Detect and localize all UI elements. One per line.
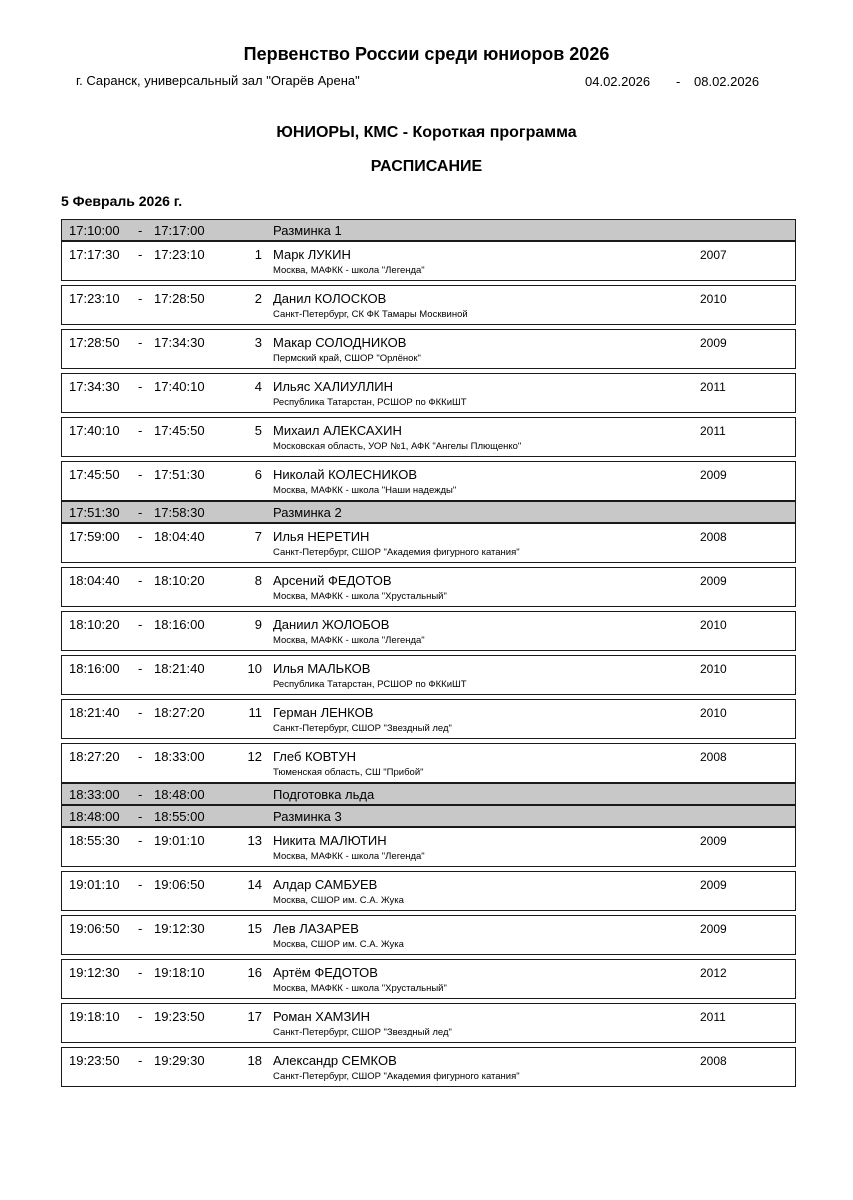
skater-row — [61, 523, 796, 563]
birth-year: 2010 — [700, 618, 727, 632]
date-to: 08.02.2026 — [694, 74, 760, 89]
time-dash: - — [138, 529, 143, 544]
category-title: ЮНИОРЫ, КМС - Короткая программа — [276, 124, 577, 141]
birth-year: 2009 — [700, 878, 727, 892]
time-dash: - — [138, 749, 143, 764]
start-time: 17:45:50 — [69, 467, 120, 482]
time-dash: - — [138, 787, 143, 802]
skater-row — [61, 1047, 796, 1087]
time-dash: - — [138, 335, 143, 350]
skater-club: Санкт-Петербург, СШОР "Звездный лед" — [273, 723, 452, 734]
time-dash: - — [138, 291, 143, 306]
start-time: 17:40:10 — [69, 423, 120, 438]
birth-year: 2012 — [700, 966, 727, 980]
skater-name: Артём ФЕДОТОВ — [273, 965, 378, 980]
start-number: 12 — [247, 749, 262, 764]
start-number: 6 — [254, 467, 262, 482]
skater-row — [61, 461, 796, 501]
start-time: 19:01:10 — [69, 877, 120, 892]
end-time: 18:48:00 — [154, 787, 205, 802]
date-separator: - — [676, 74, 681, 89]
start-number: 3 — [254, 335, 262, 350]
start-number: 15 — [247, 921, 262, 936]
skater-club: Республика Татарстан, РСШОР по ФККиШТ — [273, 397, 467, 408]
time-dash: - — [138, 1009, 143, 1024]
end-time: 18:27:20 — [154, 705, 205, 720]
birth-year: 2009 — [700, 468, 727, 482]
skater-name: Данил КОЛОСКОВ — [273, 291, 387, 306]
start-time: 19:12:30 — [69, 965, 120, 980]
start-number: 8 — [254, 573, 262, 588]
skater-name: Роман ХАМЗИН — [273, 1009, 371, 1024]
skater-row — [61, 611, 796, 651]
end-time: 19:01:10 — [154, 833, 205, 848]
skater-club: Санкт-Петербург, СК ФК Тамары Москвиной — [273, 309, 468, 320]
start-time: 18:21:40 — [69, 705, 120, 720]
skater-name: Марк ЛУКИН — [273, 247, 351, 262]
skater-row — [61, 699, 796, 739]
skater-name: Герман ЛЕНКОВ — [273, 705, 374, 720]
skater-row — [61, 915, 796, 955]
skater-name: Илья НЕРЕТИН — [273, 529, 370, 544]
start-time: 18:33:00 — [69, 787, 120, 802]
time-dash: - — [138, 467, 143, 482]
start-number: 18 — [247, 1053, 262, 1068]
birth-year: 2009 — [700, 336, 727, 350]
skater-name: Арсений ФЕДОТОВ — [273, 573, 392, 588]
birth-year: 2008 — [700, 750, 727, 764]
end-time: 19:12:30 — [154, 921, 205, 936]
start-number: 9 — [254, 617, 262, 632]
time-dash: - — [138, 661, 143, 676]
birth-year: 2011 — [700, 380, 726, 394]
end-time: 17:40:10 — [154, 379, 205, 394]
time-dash: - — [138, 423, 143, 438]
skater-row — [61, 743, 796, 783]
start-number: 10 — [247, 661, 262, 676]
start-number: 5 — [254, 423, 262, 438]
end-time: 19:06:50 — [154, 877, 205, 892]
end-time: 17:28:50 — [154, 291, 205, 306]
birth-year: 2010 — [700, 706, 727, 720]
skater-name: Макар СОЛОДНИКОВ — [273, 335, 407, 350]
start-number: 1 — [254, 247, 262, 262]
skater-club: Санкт-Петербург, СШОР "Звездный лед" — [273, 1027, 452, 1038]
start-number: 13 — [247, 833, 262, 848]
start-time: 17:59:00 — [69, 529, 120, 544]
time-dash: - — [138, 809, 143, 824]
skater-club: Москва, МАФКК - школа "Хрустальный" — [273, 591, 447, 602]
birth-year: 2008 — [700, 530, 727, 544]
birth-year: 2010 — [700, 662, 727, 676]
start-time: 18:04:40 — [69, 573, 120, 588]
time-dash: - — [138, 877, 143, 892]
skater-club: Москва, МАФКК - школа "Наши надежды" — [273, 485, 457, 496]
page-title: Первенство России среди юниоров 2026 — [243, 44, 610, 64]
skater-club: Москва, МАФКК - школа "Легенда" — [273, 635, 425, 646]
skater-row — [61, 241, 796, 281]
skater-row — [61, 1003, 796, 1043]
time-dash: - — [138, 379, 143, 394]
warmup-row — [61, 783, 796, 805]
time-dash: - — [138, 617, 143, 632]
time-dash: - — [138, 705, 143, 720]
birth-year: 2008 — [700, 1054, 727, 1068]
start-time: 19:18:10 — [69, 1009, 120, 1024]
birth-year: 2009 — [700, 834, 727, 848]
birth-year: 2011 — [700, 424, 726, 438]
start-number: 2 — [254, 291, 262, 306]
start-time: 17:51:30 — [69, 505, 120, 520]
skater-row — [61, 373, 796, 413]
end-time: 18:33:00 — [154, 749, 205, 764]
birth-year: 2010 — [700, 292, 727, 306]
end-time: 19:29:30 — [154, 1053, 205, 1068]
time-dash: - — [138, 833, 143, 848]
skater-name: Михаил АЛЕКСАХИН — [273, 423, 402, 438]
start-time: 19:06:50 — [69, 921, 120, 936]
end-time: 18:21:40 — [154, 661, 205, 676]
skater-row — [61, 567, 796, 607]
day-heading: 5 Февраль 2026 г. — [61, 193, 183, 209]
schedule-heading: РАСПИСАНИЕ — [370, 158, 483, 175]
skater-name: Николай КОЛЕСНИКОВ — [273, 467, 418, 482]
time-dash: - — [138, 247, 143, 262]
start-time: 18:10:20 — [69, 617, 120, 632]
venue: г. Саранск, универсальный зал "Огарёв Арена" — [76, 73, 360, 88]
time-dash: - — [138, 965, 143, 980]
end-time: 17:51:30 — [154, 467, 205, 482]
skater-club: Санкт-Петербург, СШОР "Академия фигурного катания" — [273, 547, 520, 558]
end-time: 17:17:00 — [154, 223, 205, 238]
start-time: 17:34:30 — [69, 379, 120, 394]
start-number: 4 — [254, 379, 262, 394]
skater-row — [61, 871, 796, 911]
start-time: 18:55:30 — [69, 833, 120, 848]
end-time: 17:45:50 — [154, 423, 205, 438]
skater-club: Москва, МАФКК - школа "Легенда" — [273, 851, 425, 862]
start-time: 18:48:00 — [69, 809, 120, 824]
skater-club: Москва, МАФКК - школа "Хрустальный" — [273, 983, 447, 994]
skater-row — [61, 959, 796, 999]
skater-name: Илья МАЛЬКОВ — [273, 661, 371, 676]
end-time: 17:58:30 — [154, 505, 205, 520]
birth-year: 2009 — [700, 574, 727, 588]
skater-name: Никита МАЛЮТИН — [273, 833, 387, 848]
start-time: 17:23:10 — [69, 291, 120, 306]
end-time: 17:23:10 — [154, 247, 205, 262]
end-time: 17:34:30 — [154, 335, 205, 350]
time-dash: - — [138, 921, 143, 936]
session-label: Разминка 3 — [273, 809, 342, 824]
skater-row — [61, 285, 796, 325]
end-time: 18:04:40 — [154, 529, 205, 544]
skater-name: Алдар САМБУЕВ — [273, 877, 378, 892]
session-label: Разминка 2 — [273, 505, 342, 520]
skater-club: Москва, СШОР им. С.А. Жука — [273, 939, 404, 950]
skater-club: Тюменская область, СШ "Прибой" — [273, 767, 424, 778]
session-label: Подготовка льда — [273, 787, 375, 802]
start-number: 17 — [247, 1009, 262, 1024]
session-label: Разминка 1 — [273, 223, 342, 238]
start-time: 17:28:50 — [69, 335, 120, 350]
skater-name: Даниил ЖОЛОБОВ — [273, 617, 390, 632]
skater-row — [61, 329, 796, 369]
skater-name: Ильяс ХАЛИУЛЛИН — [273, 379, 393, 394]
time-dash: - — [138, 573, 143, 588]
warmup-row — [61, 219, 796, 241]
skater-row — [61, 655, 796, 695]
birth-year: 2007 — [700, 248, 727, 262]
start-number: 14 — [247, 877, 262, 892]
skater-row — [61, 417, 796, 457]
time-dash: - — [138, 1053, 143, 1068]
birth-year: 2011 — [700, 1010, 726, 1024]
end-time: 19:23:50 — [154, 1009, 205, 1024]
skater-name: Глеб КОВТУН — [273, 749, 356, 764]
skater-club: Москва, МАФКК - школа "Легенда" — [273, 265, 425, 276]
start-number: 11 — [248, 705, 262, 720]
skater-name: Лев ЛАЗАРЕВ — [273, 921, 359, 936]
warmup-row — [61, 805, 796, 827]
date-from: 04.02.2026 — [585, 74, 651, 89]
time-dash: - — [138, 223, 143, 238]
skater-club: Республика Татарстан, РСШОР по ФККиШТ — [273, 679, 467, 690]
start-number: 7 — [254, 529, 262, 544]
skater-club: Санкт-Петербург, СШОР "Академия фигурного катания" — [273, 1071, 520, 1082]
skater-club: Пермский край, СШОР "Орлёнок" — [273, 353, 421, 364]
skater-row — [61, 827, 796, 867]
time-dash: - — [138, 505, 143, 520]
birth-year: 2009 — [700, 922, 727, 936]
skater-club: Москва, СШОР им. С.А. Жука — [273, 895, 404, 906]
end-time: 19:18:10 — [154, 965, 205, 980]
start-time: 17:17:30 — [69, 247, 120, 262]
end-time: 18:16:00 — [154, 617, 205, 632]
start-time: 18:16:00 — [69, 661, 120, 676]
start-time: 18:27:20 — [69, 749, 120, 764]
warmup-row — [61, 501, 796, 523]
start-number: 16 — [247, 965, 262, 980]
skater-club: Московская область, УОР №1, АФК "Ангелы Плющенко" — [273, 441, 522, 452]
end-time: 18:55:00 — [154, 809, 205, 824]
start-time: 19:23:50 — [69, 1053, 120, 1068]
end-time: 18:10:20 — [154, 573, 205, 588]
start-time: 17:10:00 — [69, 223, 120, 238]
skater-name: Александр СЕМКОВ — [273, 1053, 397, 1068]
